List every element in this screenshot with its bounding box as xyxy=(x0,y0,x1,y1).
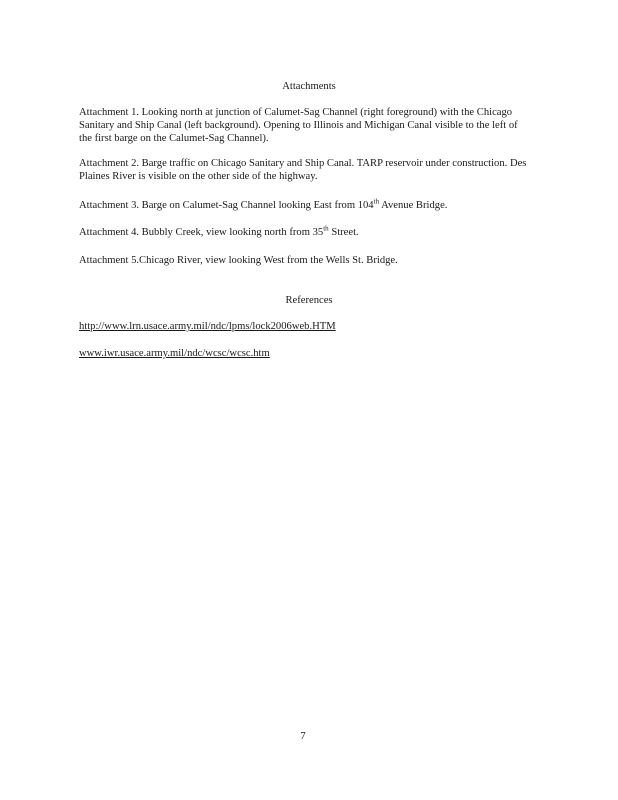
reference-link-wcsc[interactable]: www.iwr.usace.army.mil/ndc/wcsc/wcsc.htm xyxy=(79,348,270,359)
references-heading: References xyxy=(285,295,333,306)
attachment-5-caption: Attachment 5.Chicago River, view looking West from the Wells St. Bridge. xyxy=(79,255,398,266)
attachment-4-text: Attachment 4. Bubbly Creek, view looking north from 35 xyxy=(79,227,324,238)
attachment-4-caption xyxy=(79,226,529,239)
attachment-3-caption xyxy=(79,199,529,212)
reference-link-lpms[interactable]: http://www.lrn.usace.army.mil/ndc/lpms/lock2006web.HTM xyxy=(79,321,336,332)
attachment-1-caption: Attachment 1. Looking north at junction of Calumet-Sag Channel (right foreground) with the Chicago Sanitary and Ship Canal (left background). Opening to Illinois and Michigan Canal visible to the left of the first barge on the Calumet-Sag Channel). xyxy=(79,107,518,144)
attachment-3-text-end: Avenue Bridge. xyxy=(379,200,448,211)
attachment-4-text-end: Street. xyxy=(328,227,359,238)
attachment-3-ordinal: th xyxy=(373,197,380,206)
attachment-4-ordinal: th xyxy=(323,224,329,233)
page-number: 7 xyxy=(300,730,306,742)
attachment-2-caption: Attachment 2. Barge traffic on Chicago Sanitary and Ship Canal. TARP reservoir under construction. Des Plaines River is visible on the other side of the highway. xyxy=(79,158,527,182)
attachments-heading: Attachments xyxy=(282,81,336,92)
attachment-3-text: Attachment 3. Barge on Calumet-Sag Channel looking East from 104 xyxy=(79,200,374,211)
